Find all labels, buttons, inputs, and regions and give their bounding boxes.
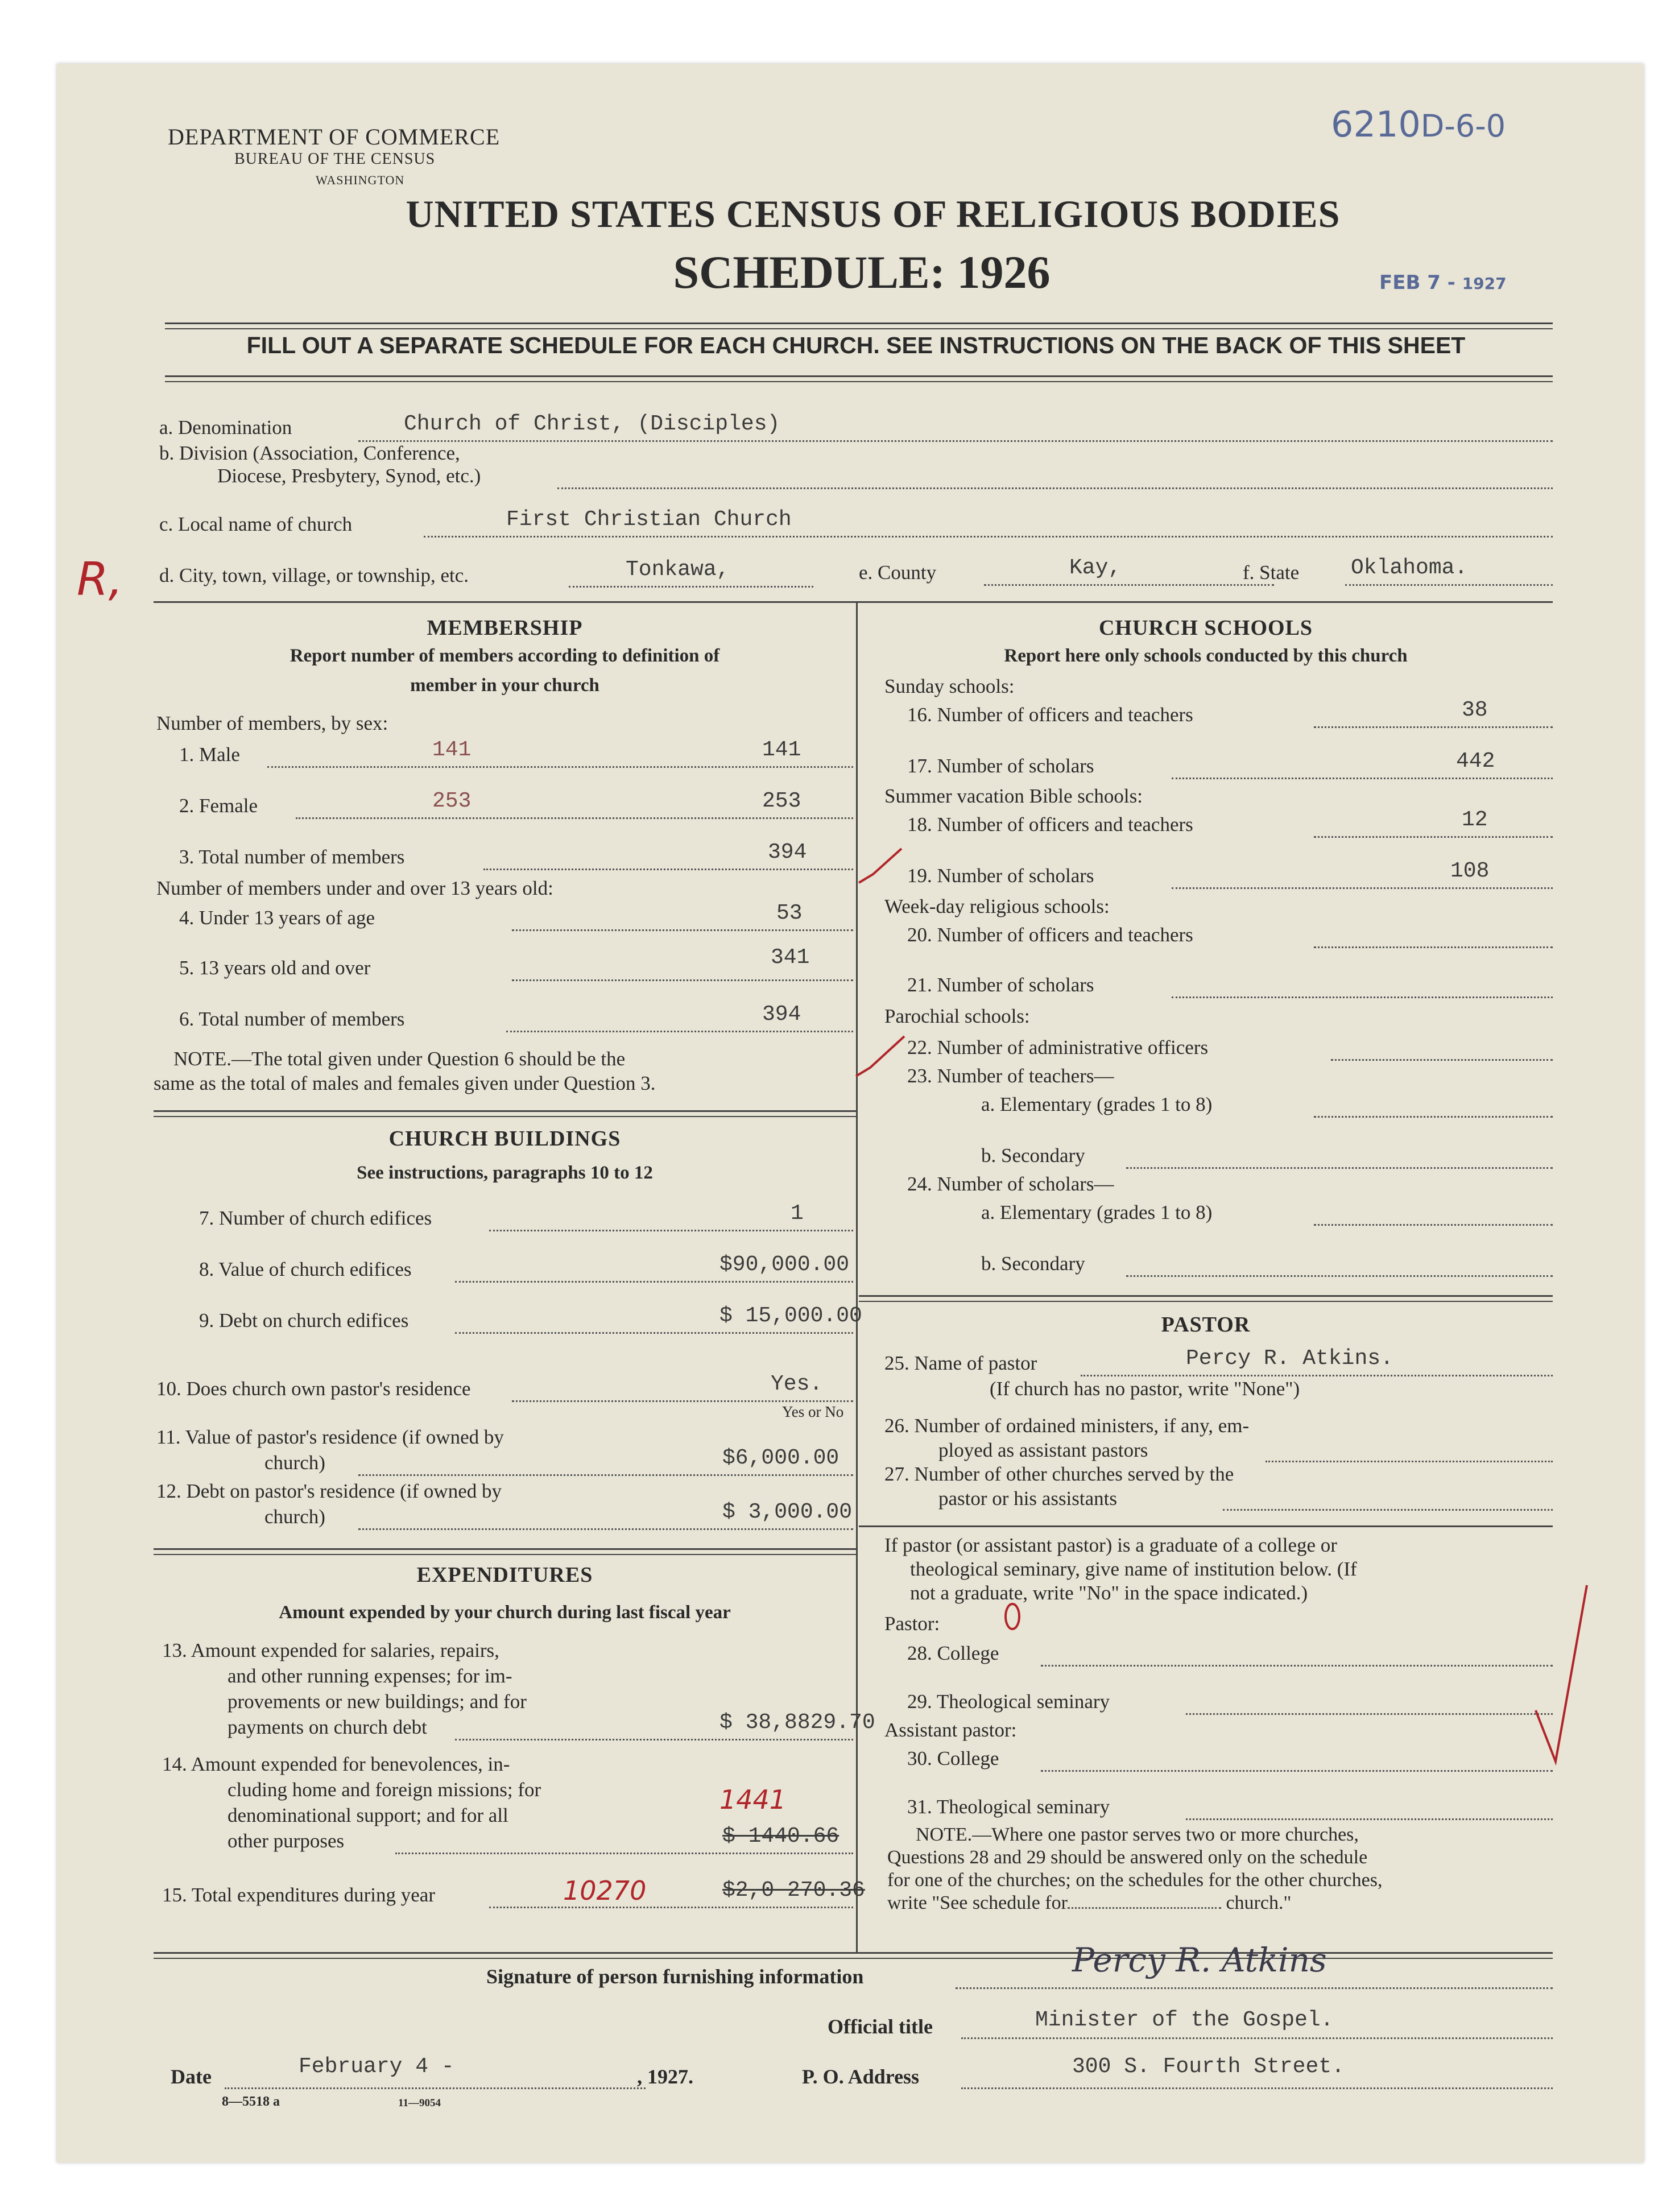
date-field[interactable]: February 4 - [299, 2054, 454, 2079]
division-label-2: Diocese, Presbytery, Synod, etc.) [217, 465, 481, 487]
q19-label: 19. Number of scholars [907, 865, 1094, 887]
q15-correction: 10270 [563, 1875, 647, 1906]
q4-under13-field[interactable]: 53 [776, 901, 803, 925]
expenditures-intro: Amount expended by your church during last fiscal year [279, 1602, 731, 1623]
pastor-note-4: write "See schedule for church." [887, 1892, 1292, 1913]
q26-label-1: 26. Number of ordained ministers, if any, em- [884, 1415, 1250, 1437]
q25-hint: (If church has no pastor, write "None") [990, 1378, 1300, 1400]
weekday-schools-head: Week-day religious schools: [884, 895, 1110, 917]
membership-intro-2: member in your church [410, 675, 599, 696]
assistant-subhead: Assistant pastor: [884, 1719, 1017, 1741]
q25-label: 25. Name of pastor [884, 1352, 1037, 1374]
q14-label-1: 14. Amount expended for benevolences, in- [162, 1753, 510, 1775]
dept-name: DEPARTMENT OF COMMERCE [168, 124, 501, 150]
q13-running-expenses-field[interactable]: $ 38,8829.70 [719, 1710, 875, 1735]
members-by-sex: Number of members, by sex: [156, 712, 388, 734]
q2-scratch-value: 253 [432, 789, 472, 813]
denomination-label: a. Denomination [159, 416, 292, 439]
q5-label: 5. 13 years old and over [179, 957, 371, 979]
q21-label: 21. Number of scholars [907, 974, 1094, 996]
q14-label-2: cluding home and foreign missions; for [228, 1779, 541, 1801]
q26-label-2: ployed as assistant pastors [938, 1439, 1148, 1461]
q8-label: 8. Value of church edifices [199, 1258, 412, 1280]
q13-label-3: provements or new buildings; and for [228, 1690, 527, 1713]
pastor-heading: PASTOR [1161, 1313, 1251, 1337]
q4-label: 4. Under 13 years of age [179, 907, 375, 929]
q3-total-field[interactable]: 394 [768, 840, 807, 865]
q11-label-1: 11. Value of pastor's residence (if owned by [156, 1426, 504, 1448]
buildings-intro: See instructions, paragraphs 10 to 12 [357, 1163, 653, 1183]
q11-residence-value-field[interactable]: $6,000.00 [722, 1446, 840, 1470]
q2-label: 2. Female [179, 795, 258, 817]
q24-label: 24. Number of scholars— [907, 1173, 1114, 1195]
margin-mark: R, [77, 553, 123, 606]
print-number: 11—9054 [398, 2097, 441, 2109]
q15-total-field[interactable]: $2,0 270.36 [722, 1878, 865, 1903]
graduate-note-1: If pastor (or assistant pastor) is a graduate of a college or [884, 1534, 1337, 1556]
q6-label: 6. Total number of members [179, 1008, 405, 1030]
q7-label: 7. Number of church edifices [199, 1207, 432, 1229]
members-by-age: Number of members under and over 13 years old: [156, 877, 553, 899]
q20-label: 20. Number of officers and teachers [907, 924, 1193, 946]
q13-label-1: 13. Amount expended for salaries, repairs, [162, 1639, 499, 1661]
local-name-field[interactable]: First Christian Church [506, 507, 792, 532]
q27-label-1: 27. Number of other churches served by the [884, 1463, 1234, 1485]
q30-label: 30. College [907, 1747, 999, 1769]
summer-schools-head: Summer vacation Bible schools: [884, 785, 1143, 807]
q28-label: 28. College [907, 1642, 999, 1664]
q22-label: 22. Number of administrative officers [907, 1036, 1209, 1059]
q1-label: 1. Male [179, 743, 240, 766]
q10-label: 10. Does church own pastor's residence [156, 1378, 471, 1400]
q24a-label: a. Elementary (grades 1 to 8) [981, 1201, 1213, 1223]
local-name-label: c. Local name of church [159, 513, 353, 535]
q23b-label: b. Secondary [981, 1144, 1085, 1167]
q17-sunday-scholars-field[interactable]: 442 [1456, 749, 1495, 774]
q1-male-field[interactable]: 141 [762, 738, 801, 762]
q31-label: 31. Theological seminary [907, 1796, 1110, 1818]
sunday-schools-head: Sunday schools: [884, 675, 1015, 697]
q12-residence-debt-field[interactable]: $ 3,000.00 [722, 1500, 853, 1524]
membership-intro-1: Report number of members according to definition of [290, 646, 720, 666]
college-mark [998, 1599, 1027, 1634]
q24b-label: b. Secondary [981, 1252, 1085, 1275]
q27-label-2: pastor or his assistants [938, 1487, 1118, 1510]
official-title-field[interactable]: Minister of the Gospel. [1035, 2008, 1334, 2032]
official-title-label: Official title [828, 2015, 933, 2038]
parochial-schools-head: Parochial schools: [884, 1005, 1030, 1027]
q8-value-field[interactable]: $90,000.00 [719, 1252, 850, 1277]
pastor-note-2: Questions 28 and 29 should be answered only on the schedule [887, 1847, 1368, 1868]
q14-label-4: other purposes [228, 1830, 345, 1852]
city-label: d. City, town, village, or township, etc. [159, 564, 469, 586]
q16-label: 16. Number of officers and teachers [907, 704, 1193, 726]
date-label: Date [171, 2065, 212, 2088]
q16-sunday-teachers-field[interactable]: 38 [1462, 698, 1488, 722]
q7-edifices-field[interactable]: 1 [791, 1201, 804, 1226]
q23a-label: a. Elementary (grades 1 to 8) [981, 1093, 1213, 1115]
q19-summer-scholars-field[interactable]: 108 [1450, 859, 1490, 883]
q6-total-field[interactable]: 394 [762, 1002, 801, 1027]
city-name: WASHINGTON [316, 173, 405, 187]
county-field[interactable]: Kay, [1069, 556, 1122, 580]
q23-label: 23. Number of teachers— [907, 1065, 1114, 1087]
buildings-heading: CHURCH BUILDINGS [388, 1127, 621, 1151]
form-subtitle: SCHEDULE: 1926 [673, 246, 1051, 298]
schools-intro: Report here only schools conducted by this church [1004, 646, 1408, 666]
schools-heading: CHURCH SCHOOLS [1098, 616, 1313, 640]
q11-label-2: church) [264, 1452, 325, 1474]
date-year: , 1927. [637, 2065, 693, 2088]
graduate-note-3: not a graduate, write "No" in the space indicated.) [910, 1582, 1308, 1604]
q12-label-1: 12. Debt on pastor's residence (if owned by [156, 1480, 502, 1502]
signature-label: Signature of person furnishing information [486, 1965, 864, 1988]
form-title: UNITED STATES CENSUS OF RELIGIOUS BODIES [406, 192, 1341, 235]
q15-label: 15. Total expenditures during year [162, 1884, 435, 1906]
q1-scratch-value: 141 [432, 738, 472, 762]
pastor-note-3: for one of the churches; on the schedules for the other churches, [887, 1870, 1383, 1891]
q14-benevolences-field[interactable]: $ 1440.66 [722, 1824, 840, 1849]
division-label: b. Division (Association, Conference, [159, 442, 460, 464]
q3-label: 3. Total number of members [179, 846, 405, 868]
q5-over13-field[interactable]: 341 [771, 945, 810, 970]
q9-debt-field[interactable]: $ 15,000.00 [719, 1304, 862, 1328]
file-number-stamp: 6210D-6-0 [1331, 104, 1506, 145]
city-field[interactable]: Tonkawa, [626, 557, 730, 582]
q14-label-3: denominational support; and for all [228, 1804, 508, 1826]
received-date-stamp: FEB 7 - 1927 [1379, 271, 1507, 294]
q25-pastor-name-field[interactable]: Percy R. Atkins. [1186, 1346, 1393, 1371]
signature-field[interactable]: Percy R. Atkins [1072, 1941, 1327, 1979]
q17-label: 17. Number of scholars [907, 755, 1094, 777]
q2-female-field[interactable]: 253 [762, 789, 801, 813]
membership-note-1: NOTE.—The total given under Question 6 should be the [173, 1048, 626, 1070]
county-label: e. County [859, 561, 937, 584]
pastor-subhead: Pastor: [884, 1613, 940, 1635]
state-label: f. State [1243, 561, 1300, 584]
q18-label: 18. Number of officers and teachers [907, 813, 1193, 836]
graduate-note-2: theological seminary, give name of institution below. (If [910, 1558, 1357, 1580]
po-address-label: P. O. Address [802, 2065, 920, 2088]
q12-label-2: church) [264, 1506, 325, 1528]
q13-label-4: payments on church debt [228, 1716, 427, 1738]
pastor-note-1: NOTE.—Where one pastor serves two or more churches, [916, 1824, 1359, 1845]
seminary-check-mark [1530, 1580, 1598, 1773]
q14-correction: 1441 [719, 1784, 787, 1815]
census-schedule-sheet [57, 64, 1644, 2163]
q18-summer-teachers-field[interactable]: 12 [1462, 808, 1488, 832]
instruction-banner: FILL OUT A SEPARATE SCHEDULE FOR EACH CHURCH. SEE INSTRUCTIONS ON THE BACK OF THIS SHEET [246, 332, 1466, 358]
membership-note-2: same as the total of males and females given under Question 3. [154, 1072, 656, 1094]
q10-residence-field[interactable]: Yes. [771, 1372, 823, 1396]
expenditures-heading: EXPENDITURES [416, 1563, 593, 1587]
q9-label: 9. Debt on church edifices [199, 1309, 409, 1332]
q29-label: 29. Theological seminary [907, 1690, 1110, 1713]
membership-heading: MEMBERSHIP [427, 616, 583, 640]
po-address-field[interactable]: 300 S. Fourth Street. [1072, 2054, 1345, 2079]
form-number: 8—5518 a [222, 2094, 280, 2109]
denomination-field[interactable]: Church of Christ, (Disciples) [404, 412, 780, 436]
bureau-name: BUREAU OF THE CENSUS [234, 150, 436, 168]
state-field[interactable]: Oklahoma. [1351, 556, 1468, 580]
q10-hint: Yes or No [782, 1403, 844, 1420]
q13-label-2: and other running expenses; for im- [228, 1665, 512, 1687]
